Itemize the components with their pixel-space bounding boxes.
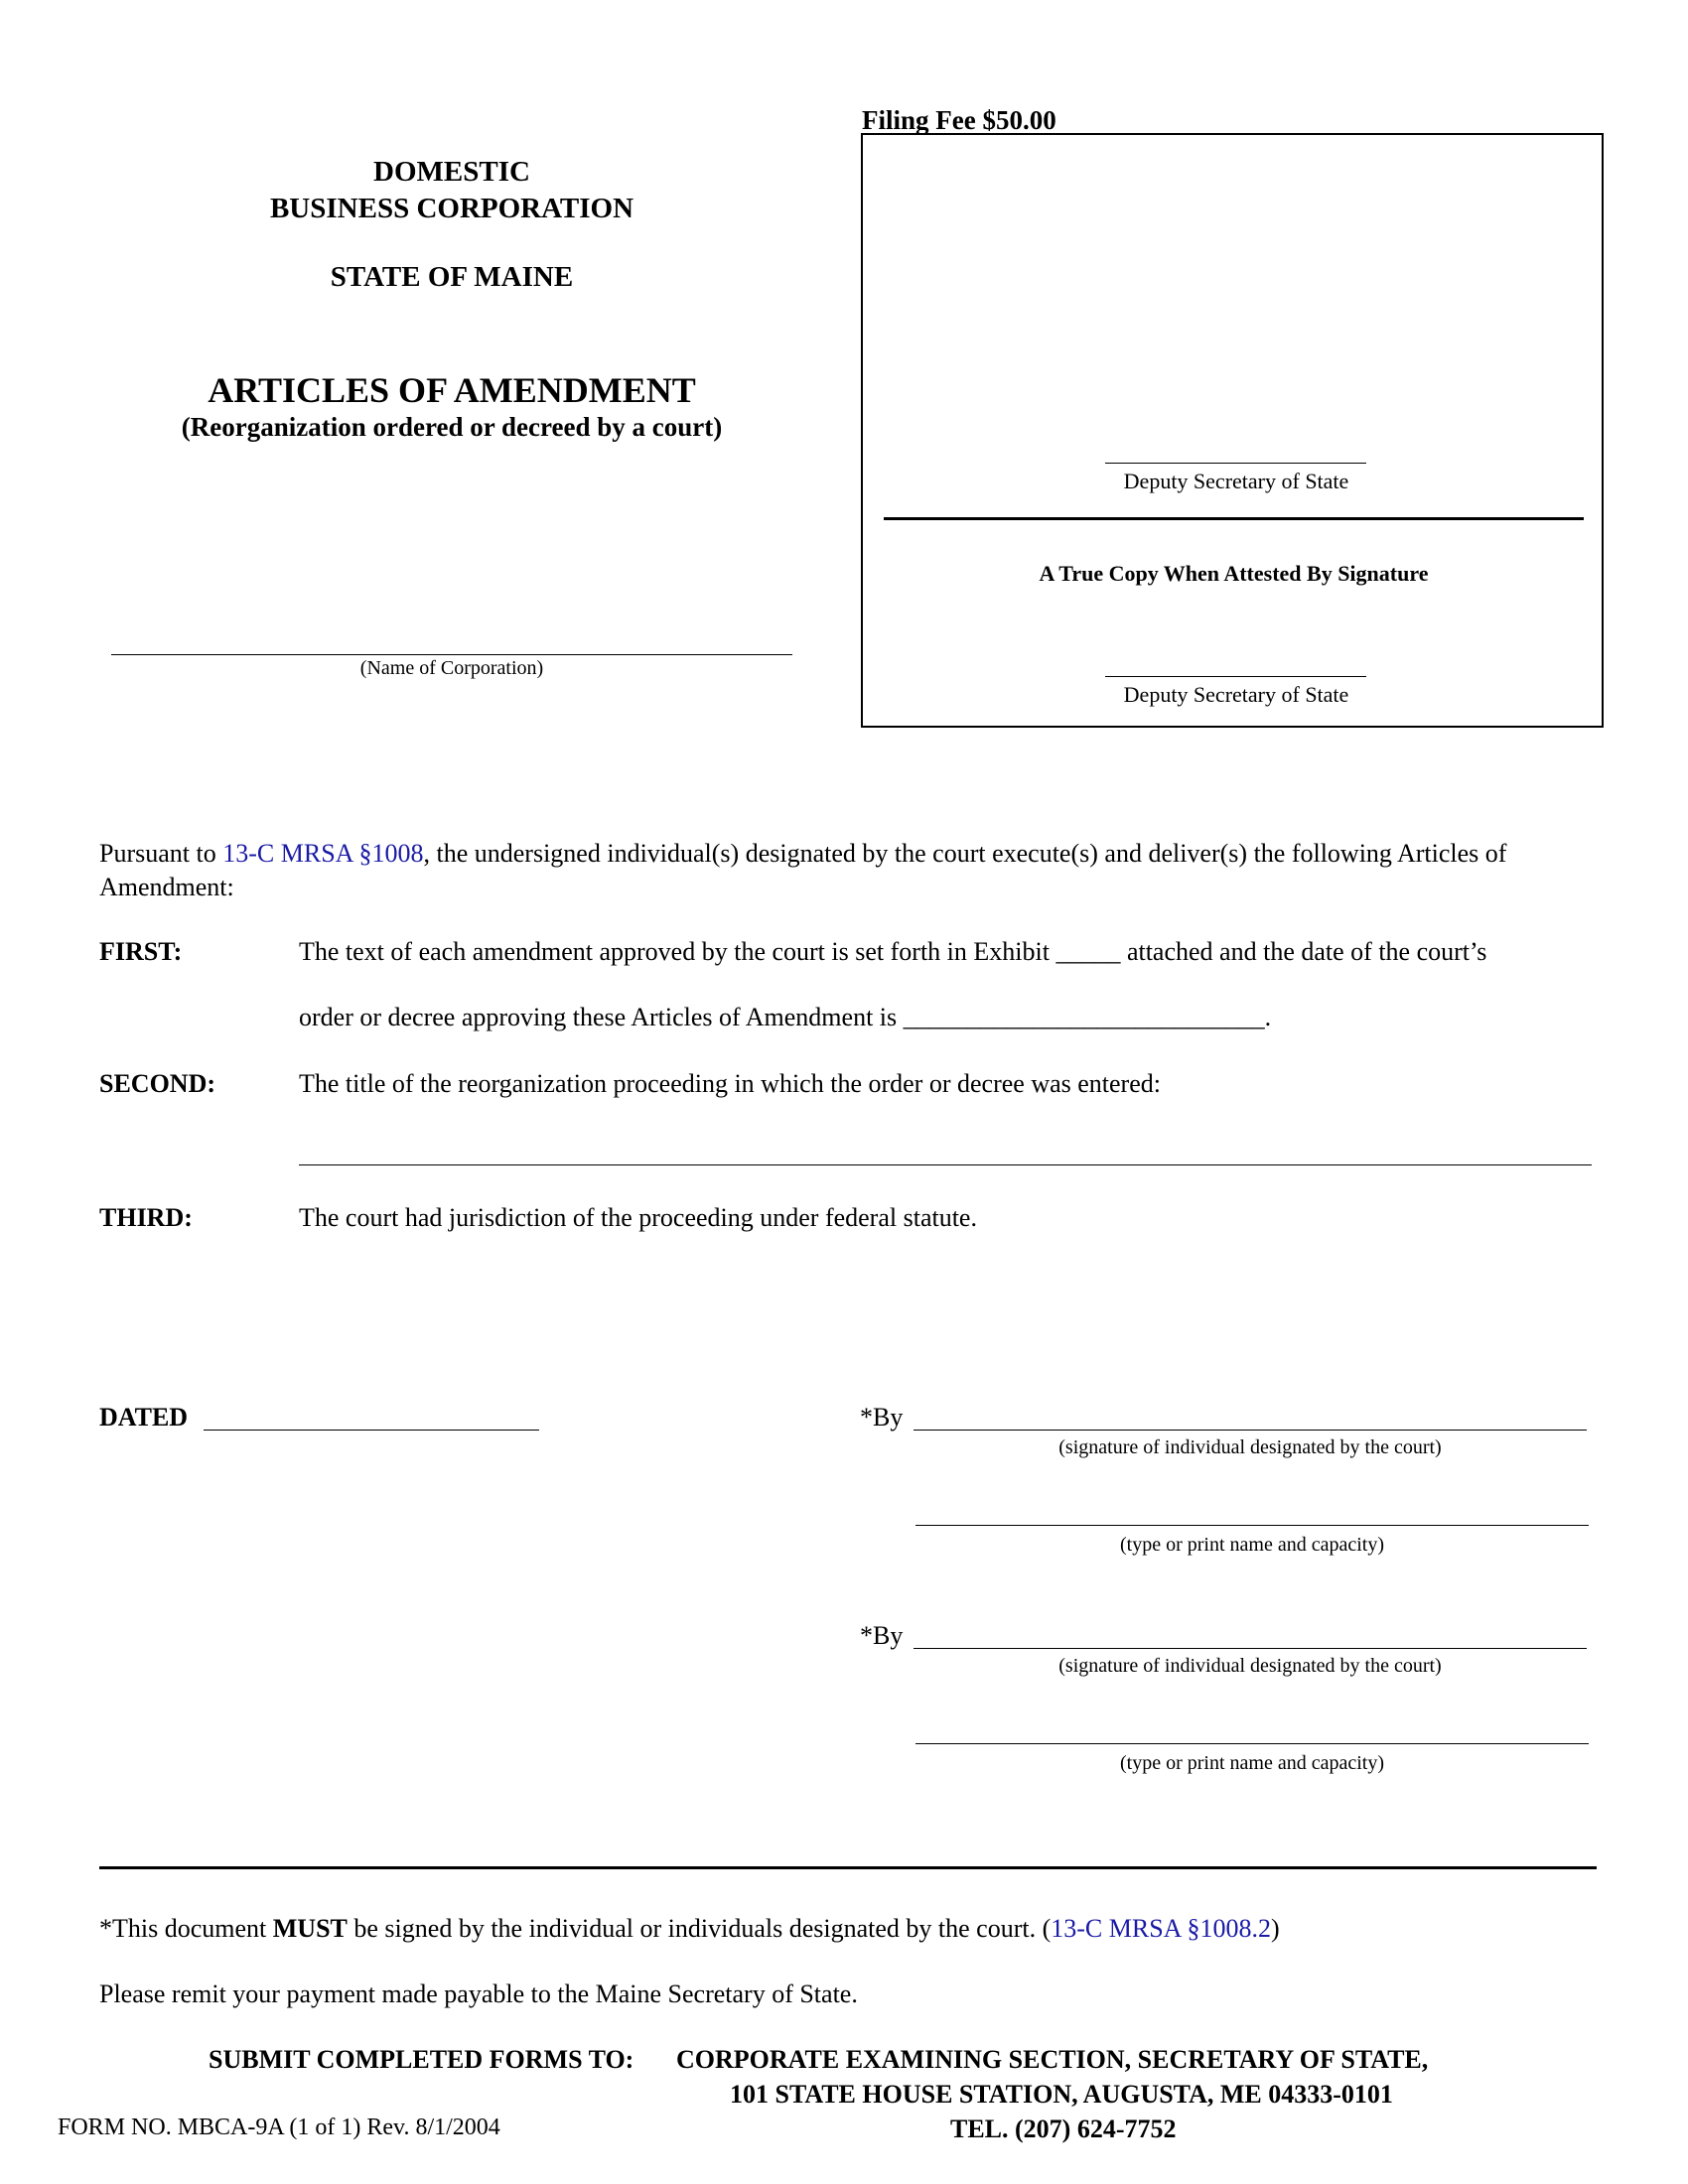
note-prefix: *This document — [99, 1914, 273, 1943]
statute-link-2[interactable]: 13-C MRSA §1008.2 — [1051, 1914, 1272, 1943]
corporation-name-caption: (Name of Corporation) — [359, 657, 544, 679]
true-copy-text: A True Copy When Attested By Signature — [1039, 561, 1429, 586]
signing-note — [99, 1914, 1280, 1944]
signature-line-1[interactable] — [914, 1430, 1587, 1431]
name-line-1[interactable] — [915, 1525, 1589, 1526]
deputy-caption-2: Deputy Secretary of State — [1123, 682, 1349, 707]
intro-rest1: , the undersigned individual(s) designated by the court execute(s) and deliver(s) the following Articles of — [423, 839, 1507, 868]
note-end: ) — [1271, 1914, 1280, 1943]
signature-caption-2: (signature of individual designated by the court) — [1058, 1655, 1442, 1677]
submit-phone: TEL. (207) 624-7752 — [950, 2115, 1177, 2143]
footer-divider — [99, 1866, 1597, 1869]
header-domestic — [99, 154, 804, 227]
submit-address-2: 101 STATE HOUSE STATION, AUGUSTA, ME 04333-0101 — [730, 2080, 1393, 2109]
dated-label: DATED — [99, 1403, 189, 1432]
deputy-caption-1: Deputy Secretary of State — [1123, 469, 1349, 493]
name-caption-2: (type or print name and capacity) — [1120, 1752, 1384, 1774]
deputy-signature-line-1 — [1105, 463, 1366, 464]
name-caption-1: (type or print name and capacity) — [1120, 1534, 1384, 1556]
first-text-a: The text of each amendment approved by the court is set forth in Exhibit _____ attached and the date of the court’s — [299, 937, 1487, 966]
first-text-b: order or decree approving these Articles of Amendment is ____________________________. — [299, 1003, 1272, 1031]
filing-box-divider — [884, 517, 1584, 520]
note-mid: be signed by the individual or individuals designated by the court. ( — [347, 1914, 1052, 1943]
by-label-2: *By — [860, 1621, 904, 1650]
submit-label: SUBMIT COMPLETED FORMS TO: — [209, 2045, 634, 2074]
signature-caption-1: (signature of individual designated by the court) — [1058, 1436, 1442, 1458]
proceeding-title-line[interactable] — [299, 1164, 1592, 1165]
header-line2: BUSINESS CORPORATION — [269, 193, 634, 224]
third-text: The court had jurisdiction of the proceeding under federal statute. — [299, 1203, 977, 1232]
form-number: FORM NO. MBCA-9A (1 of 1) Rev. 8/1/2004 — [58, 2115, 500, 2140]
first-label: FIRST: — [99, 937, 183, 966]
signature-line-2[interactable] — [914, 1648, 1587, 1649]
intro-rest2: Amendment: — [99, 873, 234, 901]
statute-link[interactable]: 13-C MRSA §1008 — [222, 839, 424, 868]
second-label: SECOND: — [99, 1069, 216, 1098]
note-must: MUST — [272, 1914, 348, 1943]
submit-address-1: CORPORATE EXAMINING SECTION, SECRETARY OF STATE, — [676, 2045, 1429, 2074]
by-label-1: *By — [860, 1403, 904, 1432]
deputy-signature-line-2 — [1105, 676, 1366, 677]
intro-paragraph — [99, 837, 1599, 904]
page-subtitle: (Reorganization ordered or decreed by a court) — [181, 412, 723, 442]
name-line-2[interactable] — [915, 1743, 1589, 1744]
header-state: STATE OF MAINE — [330, 261, 574, 293]
remit-note: Please remit your payment made payable to the Maine Secretary of State. — [99, 1979, 858, 2008]
corporation-name-line[interactable] — [111, 654, 792, 655]
filing-box — [861, 133, 1604, 728]
page-title: ARTICLES OF AMENDMENT — [208, 370, 696, 410]
intro-prefix: Pursuant to — [99, 839, 223, 868]
dated-line[interactable] — [204, 1430, 539, 1431]
second-text: The title of the reorganization proceeding in which the order or decree was entered: — [299, 1069, 1161, 1098]
third-label: THIRD: — [99, 1203, 193, 1232]
header-line1: DOMESTIC — [373, 156, 530, 188]
filing-fee: Filing Fee $50.00 — [862, 105, 1056, 135]
